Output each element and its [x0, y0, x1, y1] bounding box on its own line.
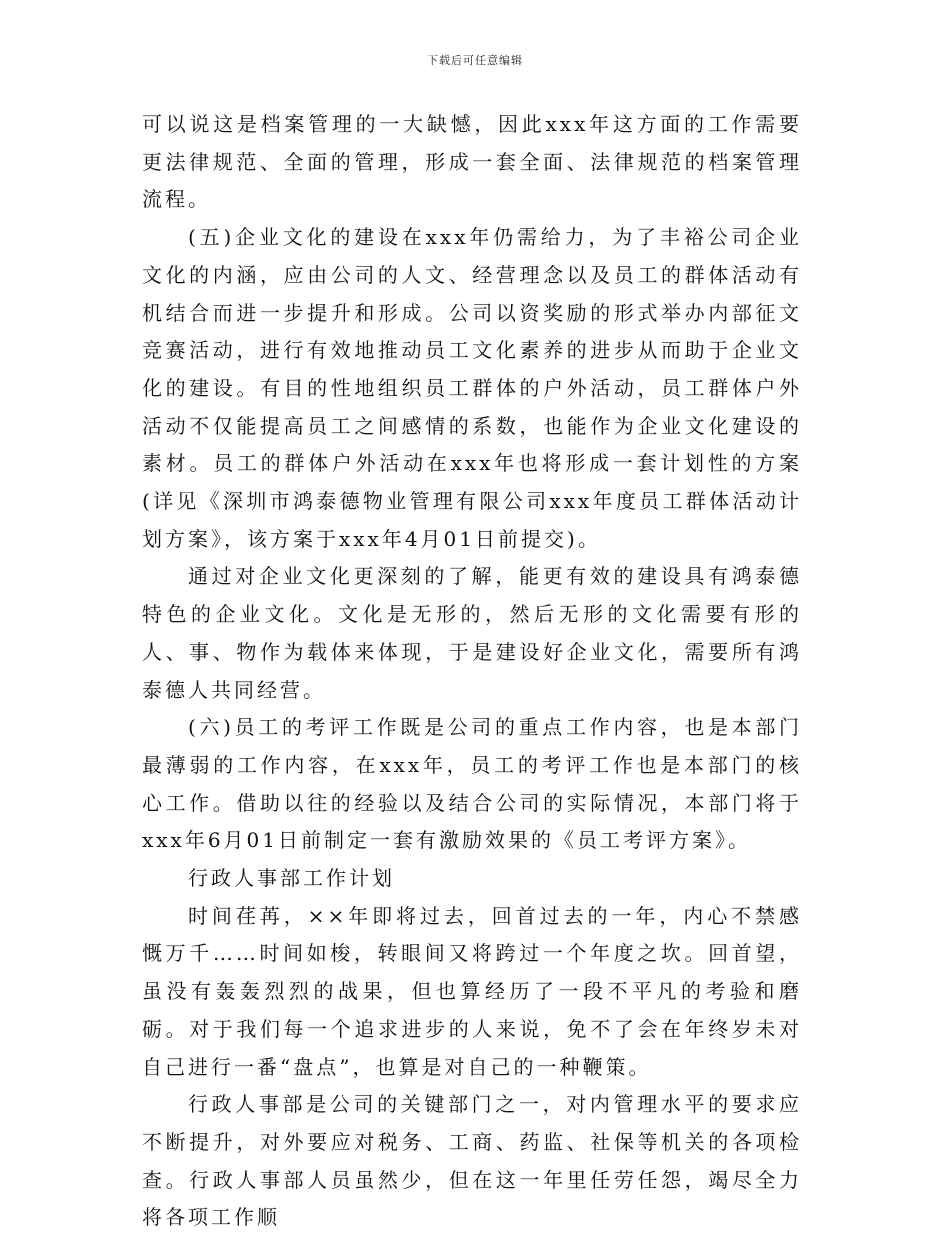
paragraph-corporate-culture: (五)企业文化的建设在xxx年仍需给力，为了丰裕公司企业文化的内涵，应由公司的人文、经营理念以及员工的群体活动有机结合而进一步提升和形成。公司以资奖励的形式举办内部征文竞赛活动，进行有效地推动员工文化素养的进步从而助于企业文化的建设。有目的性地组织员工群体的户外活动，员工群体户外活动不仅能提高员工之间感情的系数，也能作为企业文化建设的素材。员工的群体户外活动在xxx年也将形成一套计划性的方案(详见《深圳市鸿泰德物业管理有限公司xxx年度员工群体活动计划方案》，该方案于xxx年4月01日前提交)。 — [142, 225, 802, 551]
page-header: 下载后可任意编辑 — [427, 54, 523, 67]
paragraph-year-review: 时间荏苒，××年即将过去，回首过去的一年，内心不禁感慨万千……时间如梭，转眼间又将跨过一个年度之坎。回首望，虽没有轰轰烈烈的战果，但也算经历了一段不平凡的考验和磨砺。对于我们每一个追求进步的人来说，免不了会在年终岁未对自己进行一番“盘点”，也算是对自己的一种鞭策。 — [142, 903, 802, 1079]
paragraph-culture-understanding: 通过对企业文化更深刻的了解，能更有效的建设具有鸿泰德特色的企业文化。文化是无形的，然后无形的文化需要有形的人、事、物作为载体来体现，于是建设好企业文化，需要所有鸿泰德人共同经营。 — [142, 564, 802, 702]
section-title-work-plan: 行政人事部工作计划 — [188, 866, 395, 891]
document-body — [142, 106, 802, 1237]
paragraph-archive-management: 可以说这是档案管理的一大缺憾，因此xxx年这方面的工作需要更法律规范、全面的管理，形成一套全面、法律规范的档案管理流程。 — [142, 112, 802, 212]
paragraph-employee-evaluation: (六)员工的考评工作既是公司的重点工作内容，也是本部门最薄弱的工作内容，在xxx年，员工的考评工作也是本部门的核心工作。借助以往的经验以及结合公司的实际情况，本部门将于xxx年6月01日前制定一套有激励效果的《员工考评方案》。 — [142, 715, 802, 853]
paragraph-department-role: 行政人事部是公司的关键部门之一，对内管理水平的要求应不断提升，对外要应对税务、工商、药监、社保等机关的各项检查。行政人事部人员虽然少，但在这一年里任劳任怨，竭尽全力将各项工作顺 — [142, 1092, 802, 1230]
